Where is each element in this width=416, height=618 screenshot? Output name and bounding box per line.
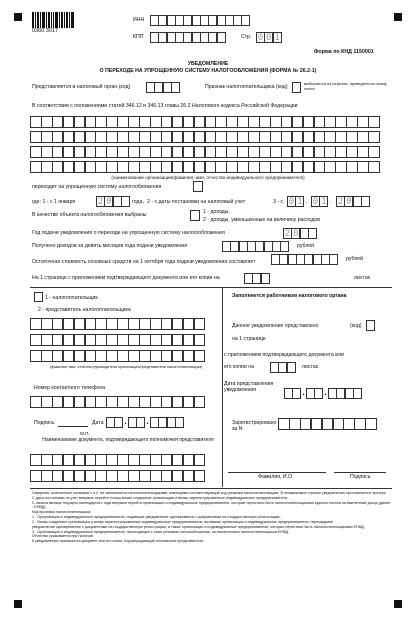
pages-cells[interactable] [244, 273, 269, 284]
office-sheets: листах [302, 364, 319, 370]
object-opt1: 1 - доходы, [203, 209, 230, 215]
office-date-label: Дата представления уведомления [224, 381, 274, 393]
signer-name-row-1[interactable] [30, 318, 205, 330]
footnote: 2 - Вновь созданные организации и вновь зарегистрированные индивидуальные предприниматели, вставшие организации и индивидуальные предприниматели, перешедшие [32, 519, 333, 524]
office-pages-line: на 1 странице [232, 336, 266, 342]
column-divider [222, 287, 223, 487]
corner-marker-bottom-left [14, 600, 22, 608]
footnote: С начала месяца текущего календарного года впервые перейти организации и индивидуальные предприниматели, которые перестали быть налогоплательщиками единого налога на вмененный доход (далее - ЕНВД). [32, 500, 391, 510]
transition-option-cell[interactable] [193, 181, 203, 192]
sign-code-cell[interactable] [292, 82, 300, 93]
office-registered-label: Зарегистрировано за N [232, 420, 277, 432]
office-copy-line: его копии на [224, 364, 254, 370]
year-notice-cells[interactable] [283, 228, 316, 239]
year-digit: 2 [97, 197, 104, 207]
date-digit: 1 [297, 197, 303, 207]
date-digit: 0 [288, 197, 295, 207]
office-fio-label: Фамилия, И.О. [258, 474, 294, 480]
title-line-1: УВЕДОМЛЕНИЕ [187, 61, 229, 67]
object-label: В качестве объекта налогообложения выбраны [32, 212, 147, 218]
income-cells[interactable] [222, 241, 289, 252]
transition-opt1: где: 1 - с 1 января [32, 199, 76, 205]
office-date-cells[interactable]: . . [284, 388, 361, 399]
office-fio-line [228, 472, 326, 473]
footnote: 1 - Организации и индивидуальные предприниматели, подающие уведомление одновременно с документами на государственную регистрацию; [32, 515, 281, 520]
signer-name-caption: (фамилия, имя, отчество руководителя организации/представителя налогоплательщика) [49, 365, 203, 369]
office-sign-label: Подпись [350, 474, 371, 480]
date-digit: 2 [337, 197, 344, 207]
office-code-label: (код) [350, 323, 362, 329]
section-divider [30, 287, 392, 288]
year-notice-label: Год подачи уведомления о переходе на упрощенную систему налогообложения [32, 230, 225, 236]
office-sheets-cells[interactable] [270, 362, 295, 373]
office-attachment-line: с приложением подтверждающего документа или [224, 352, 345, 358]
date-digit: 1 [321, 197, 327, 207]
basis-text: В соответствии с положениями статей 346.12 и 346.13 главы 26.2 Налогового кодекса Российской Федерации [32, 103, 298, 109]
pages-unit: листах [354, 275, 371, 281]
footnotes-divider [30, 488, 392, 489]
doc-row-1[interactable] [30, 454, 205, 466]
org-name-caption: (наименование организации/фамилия, имя, отчество индивидуального предпринимателя) [111, 175, 305, 180]
residual-label: Остаточная стоимость основных средств на 1 октября года подачи уведомления составляет [32, 259, 256, 265]
stamp-mp: М.П. [80, 431, 90, 436]
signer-option-cell[interactable] [34, 292, 43, 302]
year-digit: 0 [293, 229, 299, 239]
page-digit: 0 [266, 33, 272, 43]
date-dot: . [330, 199, 332, 205]
income-label: Получено доходов за девять месяцев года подачи уведомления [32, 243, 188, 249]
footnote: 3 - Организации и индивидуальные предприниматели, переходящие с иных режимов налогообложения, за исключением налогоплательщиков ЕНВД. [32, 529, 289, 534]
footnote: Сведения, отмеченные сносками 1 и 2, не заполняются налогоплательщиками, имеющими соответствующий код признака налогоплательщика. В независимых строках уведомления проставляется прочерк. [32, 491, 387, 495]
signer-opt1: 1 - налогоплательщик [45, 295, 98, 301]
signer-date-cells[interactable]: . . [106, 417, 183, 428]
residual-cells[interactable] [271, 254, 338, 265]
page-digit: 1 [274, 33, 280, 43]
income-unit: рублей [297, 243, 315, 249]
corner-marker-top-left [14, 13, 22, 21]
object-opt2: 2 - доходы, уменьшенные на величину расходов [203, 217, 321, 223]
phone-label: Номер контактного телефона [34, 385, 106, 391]
footnotes [32, 491, 392, 544]
org-name-row-2[interactable] [30, 131, 379, 143]
inn-cells[interactable] [150, 15, 250, 26]
page-label: Стр. [241, 34, 252, 40]
object-option-cell[interactable] [190, 210, 200, 221]
authority-code-cells[interactable] [146, 82, 179, 93]
page-digit: 0 [257, 33, 264, 43]
year-digit: 2 [284, 229, 291, 239]
year-digit: 0 [106, 197, 112, 207]
office-registration-row[interactable] [278, 418, 376, 430]
transition-label: переходит на упрощенную систему налогообложения [32, 184, 162, 190]
kpp-cells[interactable] [150, 32, 225, 43]
office-code-cell[interactable] [366, 320, 374, 331]
signer-sign-label: Подпись [34, 420, 55, 426]
sign-note: выбирается из перечня, приведенного внизу листа [304, 81, 387, 91]
signer-date-label: Дата [92, 420, 104, 426]
date-month-cells[interactable] [311, 196, 328, 207]
footnote: С даты постановки на учет впервые перейти только вновь созданные организации и вновь зарегистрированные индивидуальные предприниматели. [32, 495, 288, 500]
form-code: Форма по КНД 1150001 [314, 49, 374, 55]
date-day-cells[interactable] [287, 196, 304, 207]
transition-opt2: 2 - с даты постановки на налоговый учет [147, 199, 246, 205]
footnote: Отчество указывается при наличии. [32, 534, 94, 539]
sign-label: Признак налогоплательщика (код) [205, 84, 288, 90]
signer-opt2: 2 - представитель налогоплательщика [38, 307, 131, 313]
transition-opt3: 3 - с [273, 199, 284, 205]
signer-sign-line [58, 426, 88, 427]
barcode-number: 0360 3017 [32, 28, 58, 34]
doc-row-2[interactable] [30, 470, 205, 482]
signer-name-row-2[interactable] [30, 334, 205, 346]
authority-label: Представляется в налоговый орган (код) [32, 84, 131, 90]
footnote: Код признака налогоплательщика: [32, 510, 92, 515]
residual-unit: рублей [346, 256, 364, 262]
office-title: Заполняется работником налогового органа [232, 293, 347, 299]
transition-year-cells[interactable] [96, 196, 129, 207]
org-name-row-4[interactable] [30, 161, 379, 173]
date-dot: . [306, 199, 308, 205]
page-number-cells[interactable] [256, 32, 281, 43]
date-year-cells[interactable] [336, 196, 369, 207]
org-name-row-3[interactable] [30, 146, 379, 158]
date-digit: 0 [312, 197, 319, 207]
kpp-label: КПП [133, 34, 144, 40]
title-line-2: О ПЕРЕХОДЕ НА УПРОЩЕННУЮ СИСТЕМУ НАЛОГООБЛОЖЕНИЯ (ФОРМА № 26.2-1) [99, 68, 317, 74]
footnote: уведомление одновременно с документами на государственную регистрацию, а также организации и индивидуальные предприниматели, которые перестали быть налогоплательщиками ЕНВД; [32, 524, 365, 529]
office-sign-line [334, 472, 386, 473]
office-submitted-label: Данное уведомление представлено [232, 323, 319, 329]
corner-marker-bottom-right [394, 600, 402, 608]
pages-label: На 1 странице с приложением подтверждающего документа или его копии на [32, 275, 220, 281]
year-suffix: года, [132, 199, 144, 205]
barcode [32, 12, 74, 34]
corner-marker-top-right [394, 13, 402, 21]
doc-label: Наименование документа, подтверждающего полномочия представителя [42, 437, 214, 443]
footnote: К уведомлению прилагается документ или его копия, подтверждающий полномочия представителя. [32, 539, 204, 544]
date-digit: 0 [346, 197, 352, 207]
phone-row[interactable] [30, 396, 205, 408]
inn-label: ИНН [133, 17, 145, 23]
org-name-row-1[interactable] [30, 116, 379, 128]
signer-name-row-3[interactable] [30, 350, 205, 362]
